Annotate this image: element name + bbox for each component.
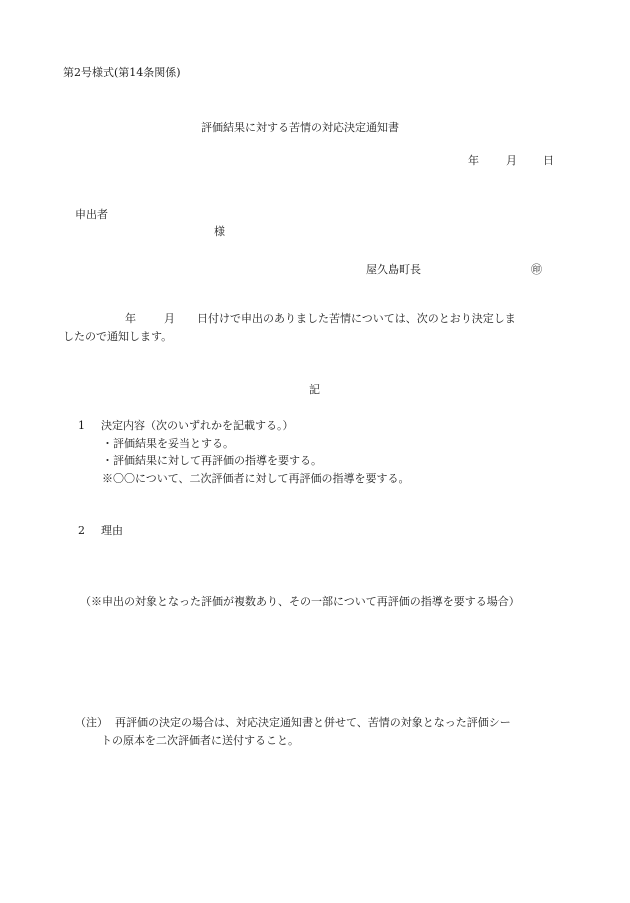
- issuer-name: 屋久島町長: [366, 263, 421, 276]
- body-text-line2: したので通知します。: [63, 330, 173, 343]
- date-month: 月: [506, 154, 517, 167]
- item-1-option-1: ・評価結果を妥当とする。: [102, 437, 234, 450]
- footnote-line1: 再評価の決定の場合は、対応決定通知書と併せて、苦情の対象となった評価シー: [115, 716, 511, 729]
- item-1-option-2: ・評価結果に対して再評価の指導を要する。: [102, 454, 322, 467]
- honorific-sama: 様: [214, 225, 225, 238]
- body-line1-rest: 日付けで申出のありました苦情については、次のとおり決定しま: [197, 312, 516, 325]
- body-year: 年: [125, 312, 136, 325]
- ki-heading: 記: [309, 383, 320, 396]
- item-1-heading: 決定内容（次のいずれかを記載する。）: [101, 419, 294, 432]
- item-2-number: 2: [78, 524, 85, 537]
- form-number: 第2号様式(第14条関係): [63, 66, 181, 79]
- parenthetical-note: （※申出の対象となった評価が複数あり、その一部について再評価の指導を要する場合）: [80, 595, 520, 608]
- body-text-line1: [63, 312, 516, 326]
- body-month: 月: [164, 312, 175, 325]
- item-1-number: 1: [78, 419, 85, 432]
- item-1-option-3: ※〇〇について、二次評価者に対して再評価の指導を要する。: [102, 472, 410, 485]
- date-year: 年: [468, 154, 479, 167]
- item-2-heading: 理由: [101, 524, 123, 537]
- date-day: 日: [543, 154, 554, 167]
- document-title: 評価結果に対する苦情の対応決定通知書: [201, 121, 399, 134]
- seal-mark: ㊞: [531, 263, 542, 276]
- footnote-label: （注）: [75, 716, 108, 729]
- applicant-label: 申出者: [75, 208, 108, 221]
- footnote-line2: トの原本を二次評価者に送付すること。: [101, 734, 299, 747]
